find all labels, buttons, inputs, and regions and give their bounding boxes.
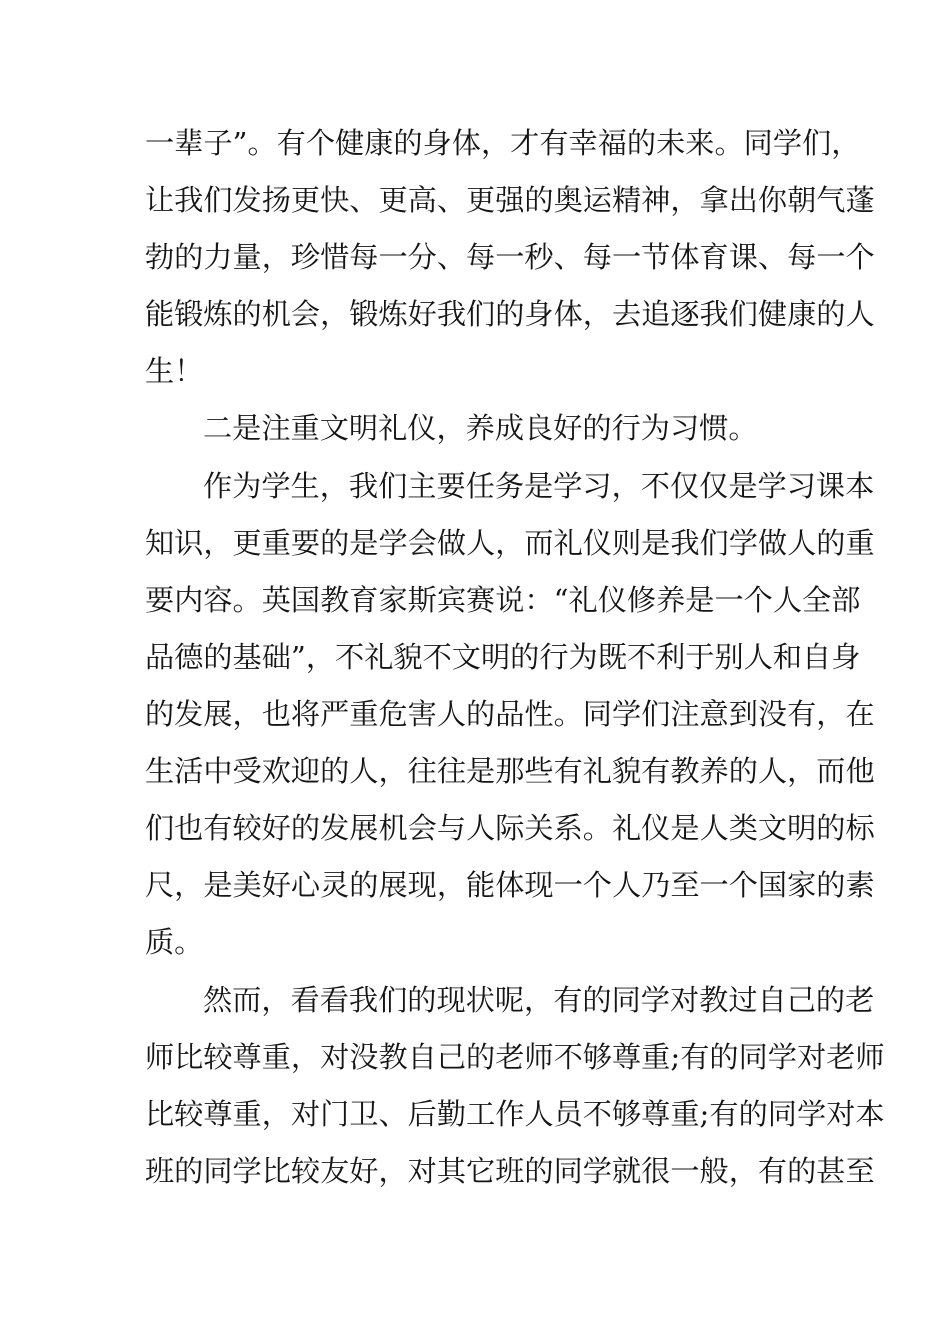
text-line: 一辈子”。有个健康的身体，才有幸福的未来。同学们， — [145, 126, 861, 160]
section-heading: 二是注重文明礼仪，养成良好的行为习惯。 — [203, 411, 758, 445]
text-line: 品德的基础”，不礼貌不文明的行为既不利于别人和自身 — [145, 640, 861, 674]
text-line: 要内容。英国教育家斯宾赛说：“礼仪修养是一个人全部 — [145, 583, 861, 617]
text-line: 让我们发扬更快、更高、更强的奥运精神，拿出你朝气蓬 — [145, 183, 875, 217]
text-line: 生活中受欢迎的人，往往是那些有礼貌有教养的人，而他 — [145, 754, 875, 788]
text-line: 生！ — [145, 354, 204, 388]
text-line: 勃的力量，珍惜每一分、每一秒、每一节体育课、每一个 — [145, 240, 875, 274]
text-line: 师比较尊重，对没教自己的老师不够尊重;有的同学对老师 — [145, 1040, 885, 1074]
text-line: 的发展，也将严重危害人的品性。同学们注意到没有，在 — [145, 697, 875, 731]
text-line: 然而，看看我们的现状呢，有的同学对教过自己的老 — [203, 983, 875, 1017]
text-line: 比较尊重，对门卫、后勤工作人员不够尊重;有的同学对本 — [145, 1097, 885, 1131]
text-line: 知识，更重要的是学会做人，而礼仪则是我们学做人的重 — [145, 526, 875, 560]
text-line: 能锻炼的机会，锻炼好我们的身体，去追逐我们健康的人 — [145, 297, 875, 331]
text-line: 质。 — [145, 925, 204, 959]
text-line: 们也有较好的发展机会与人际关系。礼仪是人类文明的标 — [145, 811, 875, 845]
text-line: 班的同学比较友好，对其它班的同学就很一般，有的甚至 — [145, 1154, 875, 1188]
text-line: 尺，是美好心灵的展现，能体现一个人乃至一个国家的素 — [145, 868, 875, 902]
text-line: 作为学生，我们主要任务是学习，不仅仅是学习课本 — [203, 469, 875, 503]
